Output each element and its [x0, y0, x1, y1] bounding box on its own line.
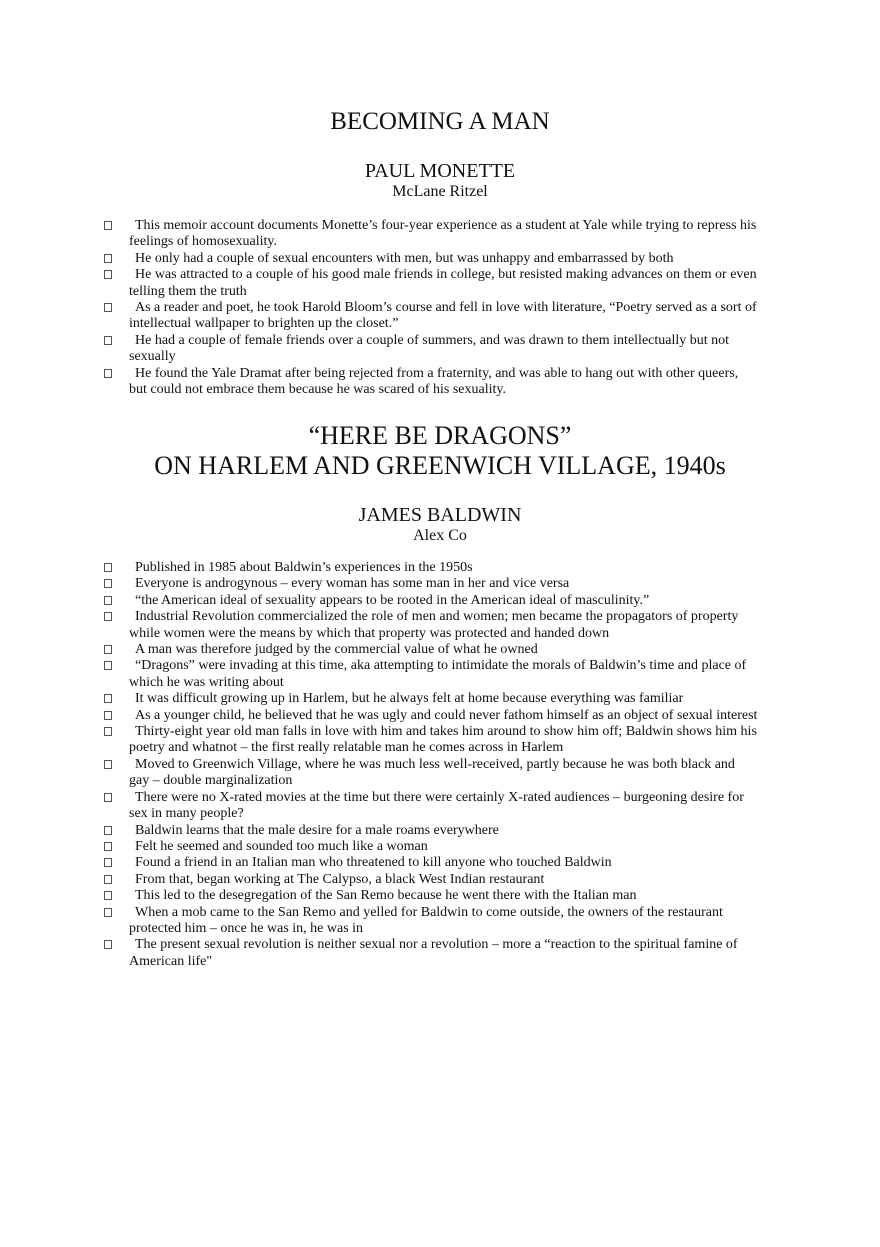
bullet-box-icon — [104, 760, 112, 769]
bullet-box-icon — [104, 694, 112, 703]
bullet-box-icon — [104, 563, 112, 572]
list-item: He was attracted to a couple of his good male friends in college, but resisted making advances on them or even telling them the truth — [104, 267, 758, 300]
bullet-box-icon — [104, 727, 112, 736]
list-item: Felt he seemed and sounded too much like a woman — [104, 839, 758, 855]
bullet-box-icon — [104, 858, 112, 867]
list-item: “Dragons” were invading at this time, aka attempting to intimidate the morals of Baldwin’s time and place of which he was writing about — [104, 658, 758, 691]
list-item: “the American ideal of sexuality appears to be rooted in the American ideal of masculinity.” — [104, 593, 758, 609]
bullet-box-icon — [104, 579, 112, 588]
bullet-box-icon — [104, 221, 112, 230]
bullet-box-icon — [104, 303, 112, 312]
section1-bullet-list — [104, 218, 758, 398]
bullet-box-icon — [104, 369, 112, 378]
list-item: This memoir account documents Monette’s four-year experience as a student at Yale while trying to repress his feelings of homosexuality. — [104, 218, 758, 251]
list-item: Found a friend in an Italian man who threatened to kill anyone who touched Baldwin — [104, 855, 758, 871]
list-item: It was difficult growing up in Harlem, but he always felt at home because everything was familiar — [104, 691, 758, 707]
list-item: Thirty-eight year old man falls in love with him and takes him around to show him off; Baldwin shows him his poetry and whatnot – the first really relatable man he comes across in Harlem — [104, 724, 758, 757]
bullet-box-icon — [104, 661, 112, 670]
section1-presenter: McLane Ritzel — [392, 183, 488, 200]
bullet-box-icon — [104, 842, 112, 851]
list-item: Baldwin learns that the male desire for a male roams everywhere — [104, 823, 758, 839]
bullet-box-icon — [104, 891, 112, 900]
bullet-box-icon — [104, 254, 112, 263]
section2-author: JAMES BALDWIN — [358, 504, 522, 526]
list-item: Published in 1985 about Baldwin’s experiences in the 1950s — [104, 560, 758, 576]
bullet-box-icon — [104, 645, 112, 654]
section1-title: BECOMING A MAN — [330, 108, 550, 135]
section1-author: PAUL MONETTE — [364, 160, 516, 182]
list-item: He had a couple of female friends over a couple of summers, and was drawn to them intellectually but not sexually — [104, 333, 758, 366]
list-item: From that, began working at The Calypso, a black West Indian restaurant — [104, 872, 758, 888]
list-item: As a younger child, he believed that he was ugly and could never fathom himself as an object of sexual interest — [104, 708, 758, 724]
list-item: He only had a couple of sexual encounters with men, but was unhappy and embarrassed by both — [104, 251, 758, 267]
list-item: This led to the desegregation of the San Remo because he went there with the Italian man — [104, 888, 758, 904]
bullet-box-icon — [104, 612, 112, 621]
bullet-box-icon — [104, 940, 112, 949]
bullet-box-icon — [104, 711, 112, 720]
bullet-box-icon — [104, 793, 112, 802]
list-item: He found the Yale Dramat after being rejected from a fraternity, and was able to hang out with other queers, but could not embrace them because he was scared of his sexuality. — [104, 366, 758, 399]
bullet-box-icon — [104, 826, 112, 835]
section2-title-line2: ON HARLEM AND GREENWICH VILLAGE, 1940s — [154, 451, 726, 480]
list-item: As a reader and poet, he took Harold Bloom’s course and fell in love with literature, “Poetry served as a sort of intellectual wallpaper to brighten up the closet.” — [104, 300, 758, 333]
bullet-box-icon — [104, 596, 112, 605]
list-item: Industrial Revolution commercialized the role of men and women; men became the propagators of property while women were the means by which that property was protected and handed down — [104, 609, 758, 642]
list-item: Everyone is androgynous – every woman has some man in her and vice versa — [104, 576, 758, 592]
section2-title-line1: “HERE BE DRAGONS” — [308, 421, 572, 450]
list-item: When a mob came to the San Remo and yelled for Baldwin to come outside, the owners of the restaurant protected him – once he was in, he was in — [104, 905, 758, 938]
bullet-box-icon — [104, 908, 112, 917]
section2-presenter: Alex Co — [413, 527, 467, 544]
bullet-box-icon — [104, 270, 112, 279]
bullet-box-icon — [104, 875, 112, 884]
list-item: A man was therefore judged by the commercial value of what he owned — [104, 642, 758, 658]
list-item: Moved to Greenwich Village, where he was much less well-received, partly because he was both black and gay – double marginalization — [104, 757, 758, 790]
bullet-box-icon — [104, 336, 112, 345]
list-item: There were no X-rated movies at the time but there were certainly X-rated audiences – burgeoning desire for sex in many people? — [104, 790, 758, 823]
list-item: The present sexual revolution is neither sexual nor a revolution – more a “reaction to the spiritual famine of American life" — [104, 937, 758, 970]
section2-bullet-list — [104, 560, 758, 970]
